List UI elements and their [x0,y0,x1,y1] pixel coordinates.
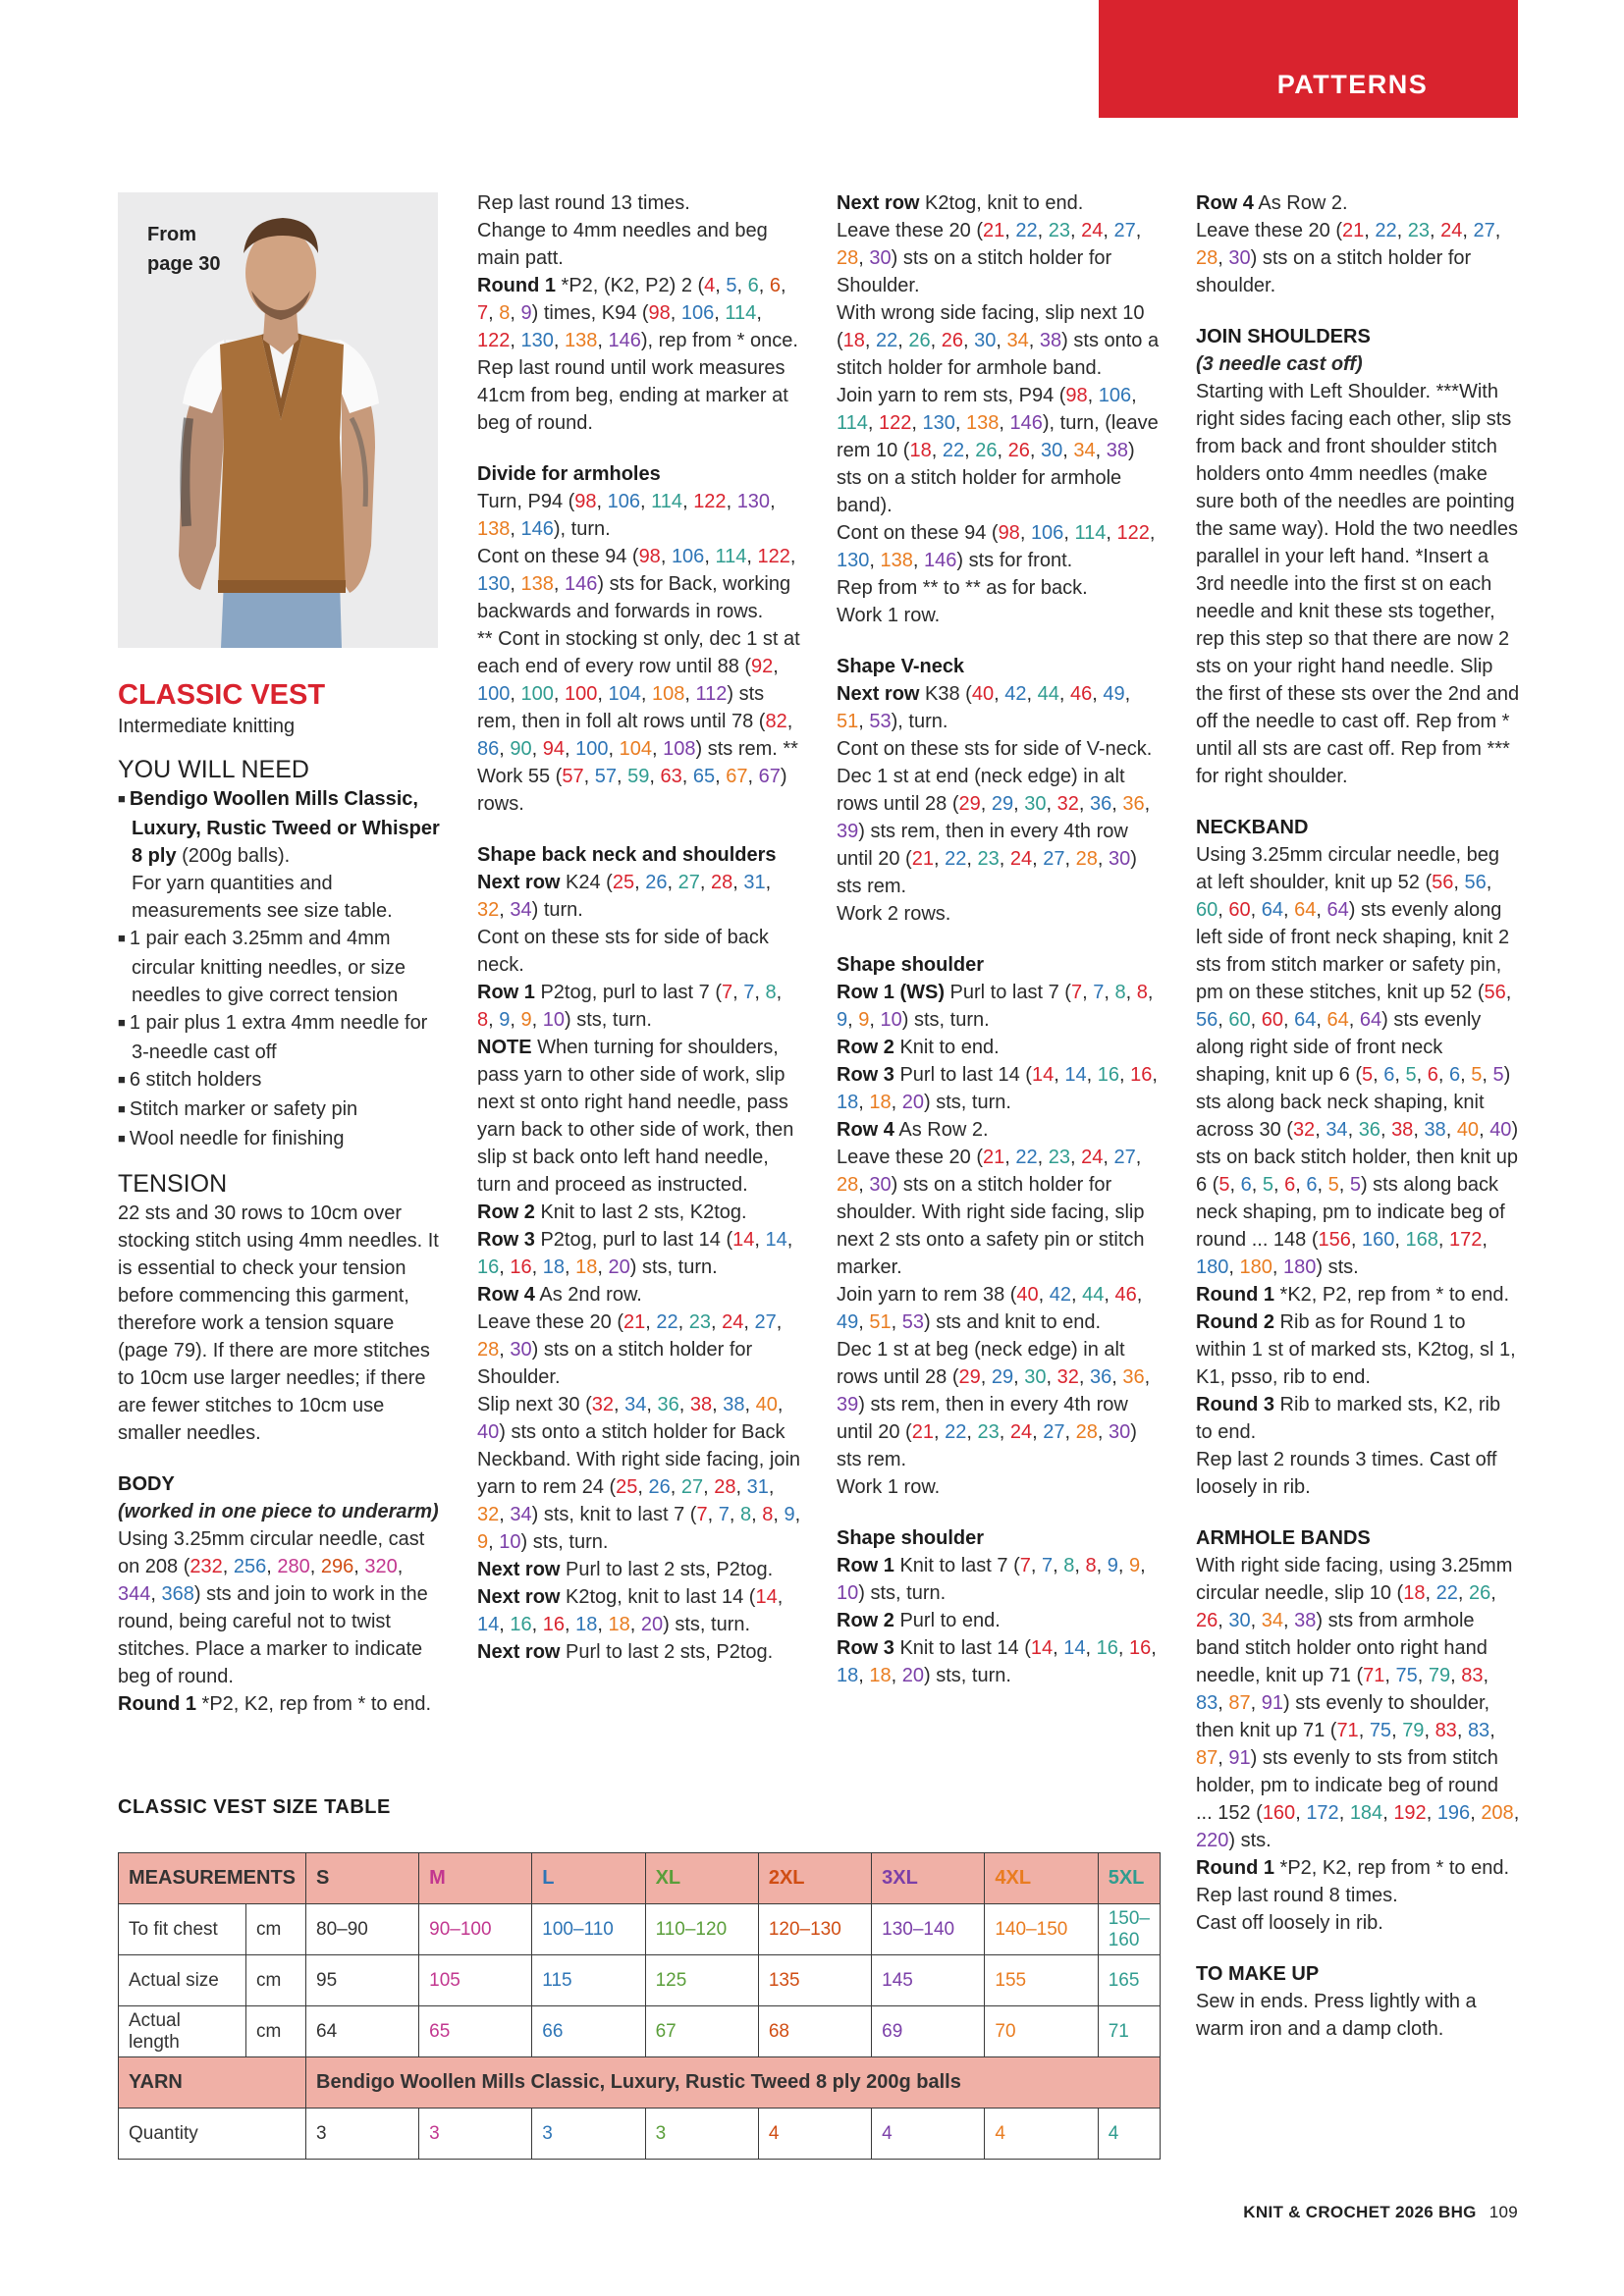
col3-p4: Shape shoulder Row 1 Knit to last 7 (7, 7, 8, 8, 9, 9, 10) sts, turn. Row 2 Purl to end. Row 3 Knit to last 14 (14, 14, 16, 16, 18, 18, 20) sts, turn. [837,1527,1157,1686]
column-3 [837,189,1161,1689]
table-cell: 4 [872,2109,985,2160]
row-unit: cm [246,2006,306,2057]
page-number: 109 [1489,2203,1518,2221]
table-row [119,1955,1161,2006]
materials-yarn: ■ Bendigo Woollen Mills Classic, Luxury, Rustic Tweed or Whisper 8 ply (200g balls). For yarn quantities and measurements see size table. [118,785,442,925]
row-unit: cm [246,1904,306,1955]
table-header-row [119,1853,1161,1904]
table-row [119,1904,1161,1955]
table-cell: 3 [306,2109,419,2160]
yarn-label: YARN [119,2057,306,2109]
section-tab [1099,0,1518,118]
body-heading: BODY [118,1473,175,1495]
table-cell: 4 [1098,2109,1160,2160]
col2-p1: Rep last round 13 times. Change to 4mm needles and beg main patt. Round 1 *P2, (K2, P2) 2 (4, 5, 6, 6, 7, 8, 9) times, K94 (98, 106, 114, 122, 130, 138, 146), rep from * once. Rep last round until work measures 41cm from beg, ending at marker at beg of round. [477,192,798,434]
table-cell: 67 [645,2006,758,2057]
body-instructions: Using 3.25mm circular needle, cast on 208 (232, 256, 280, 296, 320, 344, 368) sts and join to work in the round, being careful not to twist stitches. Place a marker to indicate beg of round. Round 1 *P2, K2, rep from * to end. [118,1528,432,1715]
size-xl-header: XL [645,1853,758,1904]
caption-page: page 30 [147,253,221,275]
materials-wool-needle: ■ Wool needle for finishing [118,1125,442,1154]
table-cell: 110–120 [645,1904,758,1955]
tension-heading: TENSION [118,1170,228,1198]
size-l-header: L [532,1853,645,1904]
table-cell: 80–90 [306,1904,419,1955]
size-3xl-header: 3XL [872,1853,985,1904]
size-s-header: S [306,1853,419,1904]
column-2 [477,189,801,1666]
quantity-label: Quantity [119,2109,306,2160]
col3-p1: Next row K2tog, knit to end. Leave these 20 (21, 22, 23, 24, 27, 28, 30) sts on a stitch holder for Shoulder. With wrong side facing, slip next 10 (18, 22, 26, 26, 30, 34, 38) sts onto a stitch holder for armhole band. Join yarn to rem sts, P94 (98, 106, 114, 122, 130, 138, 146), turn, (leave rem 10 (18, 22, 26, 26, 30, 34, 38) sts on a stitch holder for armhole band). Cont on these 94 (98, 106, 114, 122, 130, 138, 146) sts for front. Rep from ** to ** as for back. Work 1 row. [837,192,1160,626]
table-cell: 69 [872,2006,985,2057]
row-label: To fit chest [119,1904,246,1955]
size-4xl-header: 4XL [985,1853,1098,1904]
footer-magazine: KNIT & CROCHET 2026 [1243,2203,1434,2221]
table-cell: 4 [985,2109,1098,2160]
col3-p2: Shape V-neck Next row K38 (40, 42, 44, 46, 49, 51, 53), turn. Cont on these sts for side of V-neck. Dec 1 st at end (neck edge) in alt rows until 28 (29, 29, 30, 32, 36, 36, 39) sts rem, then in every 4th row until 20 (21, 22, 23, 24, 27, 28, 30) sts rem. Work 2 rows. [837,656,1153,925]
table-cell: 135 [758,1955,871,2006]
col2-p2: Divide for armholes Turn, P94 (98, 106, 114, 122, 130, 138, 146), turn. Cont on these 94 (98, 106, 114, 122, 130, 138, 146) sts for Back, working backwards and forwards in rows. ** Cont in stocking st only, dec 1 st at each end of every row until 88 (92, 100, 100, 100, 104, 108, 112) sts rem, then in foll alt rows until 78 (82, 86, 90, 94, 100, 104, 108) sts rem. ** Work 55 (57, 57, 59, 63, 65, 67, 67) rows. [477,463,800,815]
table-cell: 3 [645,2109,758,2160]
skill-level: Intermediate knitting [118,716,296,737]
yarn-value: Bendigo Woollen Mills Classic, Luxury, Rustic Tweed 8 ply 200g balls [306,2057,1161,2109]
tension-text: 22 sts and 30 rows to 10cm over stocking stitch using 4mm needles. It is essential to check your tension before commencing this garment, therefore work a tension square (page 79). If there are more stitches to 10cm use larger needles; if there are fewer stitches to 10cm use smaller needles. [118,1202,439,1444]
table-cell: 115 [532,1955,645,2006]
table-cell: 3 [532,2109,645,2160]
table-cell: 64 [306,2006,419,2057]
you-will-need-heading: YOU WILL NEED [118,756,309,783]
footer-brand: BHG [1438,2203,1477,2221]
materials-marker: ■ Stitch marker or safety pin [118,1095,442,1125]
size-2xl-header: 2XL [758,1853,871,1904]
table-cell: 95 [306,1955,419,2006]
table-cell: 120–130 [758,1904,871,1955]
size-5xl-header: 5XL [1098,1853,1160,1904]
table-cell: 140–150 [985,1904,1098,1955]
row-label: Actual size [119,1955,246,2006]
table-cell: 70 [985,2006,1098,2057]
materials-holders: ■ 6 stitch holders [118,1066,442,1095]
table-cell: 165 [1098,1955,1160,2006]
col4-p2: JOIN SHOULDERS (3 needle cast off) Starting with Left Shoulder. ***With right sides facing each other, slip sts from back and front shoulder stitch holders onto 4mm needles (make sure both of the needles are pointing the same way). Hold the two needles parallel in your left hand. *Insert a 3rd needle into the first st on each needle and knit these sts together, rep this step so that there are now 2 sts on your right hand needle. Slip the first of these sts over the 2nd and off the needle to cast off. Rep from * until all sts are cast off. Rep from *** for right shoulder. [1196,326,1520,787]
table-cell: 150–160 [1098,1904,1160,1955]
size-table-title: CLASSIC VEST SIZE TABLE [118,1796,391,1818]
table-cell: 130–140 [872,1904,985,1955]
col4-p5: TO MAKE UP Sew in ends. Press lightly with a warm iron and a damp cloth. [1196,1963,1477,2040]
body-subheading: (worked in one piece to underarm) [118,1501,439,1522]
yarn-row [119,2057,1161,2109]
photo-caption [147,220,220,279]
column-4 [1196,189,1520,2043]
materials-extra-needle: ■ 1 pair plus 1 extra 4mm needle for 3-needle cast off [118,1009,442,1066]
col4-p3: NECKBAND Using 3.25mm circular needle, beg at left shoulder, knit up 52 (56, 56, 60, 60, 64, 64, 64) sts evenly along left side of front neck shaping, knit 2 sts from stitch marker or safety pin, pm on these stitches, knit up 52 (56, 56, 60, 60, 64, 64, 64) sts evenly along right side of front neck shaping, knit up 6 (5, 6, 5, 6, 6, 5, 5) sts along back neck shaping, knit across 30 (32, 34, 36, 38, 38, 40, 40) sts on back stitch holder, then knit up 6 (5, 6, 5, 6, 6, 5, 5) sts along back neck shaping, pm to indicate beg of round ... 148 (156, 160, 168, 172, 180, 180, 180) sts. Round 1 *K2, P2, rep from * to end. Round 2 Rib as for Round 1 to within 1 st of marked sts, K2tog, sl 1, K1, psso, rib to end. Round 3 Rib to marked sts, K2, rib to end. Rep last 2 rounds 3 times. Cast off loosely in rib. [1196,817,1519,1498]
table-cell: 65 [419,2006,532,2057]
table-row [119,2006,1161,2057]
col2-p3: Shape back neck and shoulders Next row K24 (25, 26, 27, 28, 31, 32, 34) turn. Cont on these sts for side of back neck. Row 1 P2tog, purl to last 7 (7, 7, 8, 8, 9, 9, 10) sts, turn. NOTE When turning for shoulders, pass yarn to other side of work, slip next st onto right hand needle, pass yarn back to other side of work, then slip st back onto left hand needle, turn and proceed as instructed. Row 2 Knit to last 2 sts, K2tog. Row 3 P2tog, purl to last 14 (14, 14, 16, 16, 18, 18, 20) sts, turn. Row 4 As 2nd row. Leave these 20 (21, 22, 23, 24, 27, 28, 30) sts on a stitch holder for Shoulder. Slip next 30 (32, 34, 36, 38, 38, 40, 40) sts onto a stitch holder for Back Neckband. With right side facing, join yarn to rem 24 (25, 26, 27, 28, 31, 32, 34) sts, knit to last 7 (7, 7, 8, 8, 9, 9, 10) sts, turn. Next row Purl to last 2 sts, P2tog. Next row K2tog, knit to last 14 (14, 14, 16, 16, 18, 18, 20) sts, turn. Next row Purl to last 2 sts, P2tog. [477,844,801,1663]
size-m-header: M [419,1853,532,1904]
col3-p3: Shape shoulder Row 1 (WS) Purl to last 7 (7, 7, 8, 8, 9, 9, 10) sts, turn. Row 2 Knit to end. Row 3 Purl to last 14 (14, 14, 16, 16, 18, 18, 20) sts, turn. Row 4 As Row 2. Leave these 20 (21, 22, 23, 24, 27, 28, 30) sts on a stitch holder for shoulder. With right side facing, slip next 2 sts onto a safety pin or stitch marker. Join yarn to rem 38 (40, 42, 44, 46, 49, 51, 53) sts and knit to end. Dec 1 st at beg (neck edge) in alt rows until 28 (29, 29, 30, 32, 36, 36, 39) sts rem, then in every 4th row until 20 (21, 22, 23, 24, 27, 28, 30) sts rem. Work 1 row. [837,954,1158,1498]
row-label: Actual length [119,2006,246,2057]
column-1 [118,677,442,1718]
caption-from: From [147,224,196,245]
table-cell: 3 [419,2109,532,2160]
table-cell: 4 [758,2109,871,2160]
table-cell: 71 [1098,2006,1160,2057]
col4-p4: ARMHOLE BANDS With right side facing, using 3.25mm circular needle, slip 10 (18, 22, 26, 26, 30, 34, 38) sts from armhole band stitch holder onto right hand needle, knit up 71 (71, 75, 79, 83, 83, 87, 91) sts evenly to shoulder, then knit up 71 (71, 75, 79, 83, 83, 87, 91) sts evenly to sts from stitch holder, pm to indicate beg of round ... 152 (160, 172, 184, 192, 196, 208, 220) sts. Round 1 *P2, K2, rep from * to end. Rep last round 8 times. Cast off loosely in rib. [1196,1527,1520,1934]
section-title: PATTERNS [1276,70,1429,99]
table-cell: 66 [532,2006,645,2057]
table-cell: 68 [758,2006,871,2057]
measurements-header: MEASUREMENTS [119,1853,306,1904]
table-cell: 145 [872,1955,985,2006]
table-cell: 125 [645,1955,758,2006]
table-cell: 100–110 [532,1904,645,1955]
table-cell: 105 [419,1955,532,2006]
pattern-title: CLASSIC VEST [118,679,326,711]
page-footer [1243,2203,1518,2222]
col4-p1: Row 4 As Row 2. Leave these 20 (21, 22, 23, 24, 27, 28, 30) sts on a stitch holder for shoulder. [1196,192,1501,296]
materials-needles: ■ 1 pair each 3.25mm and 4mm circular knitting needles, or size needles to give correct tension [118,925,442,1009]
quantity-row [119,2109,1161,2160]
table-cell: 155 [985,1955,1098,2006]
size-table [118,1852,1161,2160]
table-cell: 90–100 [419,1904,532,1955]
row-unit: cm [246,1955,306,2006]
